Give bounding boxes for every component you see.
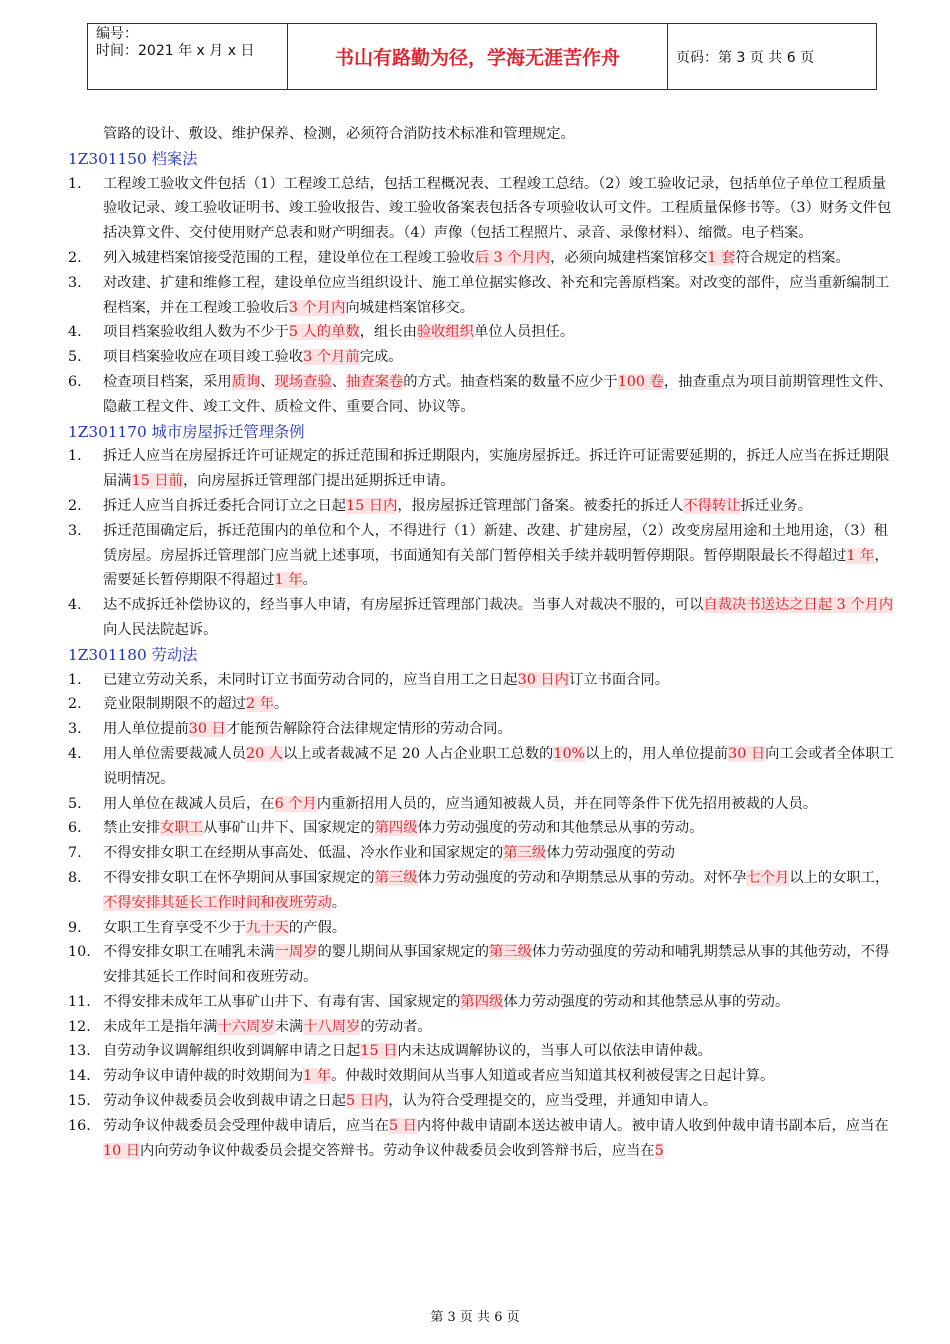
highlighted-text: 不得安排其延长工作时间和夜班劳动 [103, 894, 332, 911]
header-meta [88, 24, 288, 89]
body-text: 。仲裁时效期间从当事人知道或者应当知道其权利被侵害之日起计算。 [331, 1068, 775, 1085]
highlighted-text: 第三级 [374, 869, 418, 886]
highlighted-text: 3 个月前 [303, 349, 360, 366]
body-text: 体力劳动强度的劳动和其他禁忌从事的劳动。 [417, 820, 704, 837]
body-text: 。 [302, 572, 317, 589]
highlighted-text: 现场查验 [274, 373, 332, 390]
highlighted-text: 1 年 [846, 547, 875, 564]
list-item-number: 10. [68, 944, 91, 961]
list-item [68, 916, 898, 941]
highlighted-text: 不得转让 [683, 497, 741, 514]
list-item-number: 5. [68, 349, 82, 366]
highlighted-text: 30 日 [728, 745, 766, 762]
body-text: 已建立劳动关系，未同时订立书面劳动合同的，应当自用工之日起 [103, 671, 518, 688]
highlighted-text: 10% [553, 745, 586, 762]
list-item [68, 1039, 898, 1064]
highlighted-text: 七个月 [746, 869, 790, 886]
list-item-number: 12. [68, 1018, 91, 1035]
body-text: 未成年工是指年满 [103, 1018, 218, 1035]
body-text: 的产假。 [288, 919, 347, 936]
list-item-number: 2. [68, 249, 82, 266]
list-item [68, 172, 898, 246]
list-item-number: 8. [68, 869, 82, 886]
body-text: ，向房屋拆迁管理部门提出延期拆迁申请。 [182, 473, 455, 490]
body-text: 内向劳动争议仲裁委员会提交答辩书。劳动争议仲裁委员会收到答辩书后，应当在 [140, 1142, 655, 1159]
list-item-number: 13. [68, 1043, 91, 1060]
list-item-number: 15. [68, 1093, 91, 1110]
list-item-number: 1. [68, 448, 82, 465]
section-title: 1Z301180 劳动法 [68, 645, 198, 664]
body-text: 用人单位提前 [103, 721, 189, 738]
body-text: 列入城建档案馆接受范围的工程，建设单位在工程竣工验收 [103, 249, 475, 266]
list-item [68, 792, 898, 817]
highlighted-text: 15 日内 [346, 497, 398, 514]
body-text: 不得安排女职工在哺乳未满 [103, 944, 275, 961]
body-text: 拆迁人应当自拆迁委托合同订立之日起 [103, 497, 347, 514]
highlighted-text: 5 [654, 1142, 664, 1159]
list-item-number: 2. [68, 497, 82, 514]
body-text: 不得安排女职工在经期从事高处、低温、冷水作业和国家规定的 [103, 845, 504, 862]
list-item-number: 1. [68, 671, 82, 688]
list-item [68, 494, 898, 519]
highlighted-text: 30 日 [188, 721, 226, 738]
body-text: 体力劳动强度的劳动 [546, 845, 675, 862]
list-item-number: 3. [68, 522, 82, 539]
body-text: ，认为符合受理提交的，应当受理，并通知申请人。 [388, 1093, 718, 1110]
body-text: 工程竣工验收文件包括（1）工程竣工总结，包括工程概况表、工程竣工总结。（2）竣工验收记录，包括单位子单位工程质量验收记录、竣工验收证明书、竣工验收报告、竣工验收备案表包括各专项验收认可文件。工程质量保修书等。（3）财务文件包括决算文件、交付使用财产总表和财产明细表。（4）声像（包括工程照片、录音、录像材料）、缩微。电子档案。 [103, 175, 892, 242]
body-text: 劳动争议仲裁委员会收到裁申请之日起 [103, 1093, 347, 1110]
body-text: 。 [331, 894, 347, 911]
list-item [68, 271, 898, 321]
highlighted-text: 第三级 [489, 944, 532, 961]
highlighted-text: 30 日内 [517, 671, 569, 688]
body-text: 竞业限制期限不的超过 [103, 696, 246, 713]
highlighted-text: 15 日前 [131, 473, 183, 490]
body-text: 从事矿山井下、国家规定的 [203, 820, 375, 837]
highlighted-text: 一周岁 [274, 944, 318, 961]
highlighted-text: 1 年 [303, 1068, 332, 1085]
body-text: 拆迁人应当在房屋拆迁许可证规定的拆迁范围和拆迁期限内，实施房屋拆迁。拆迁许可证需要延期的，拆迁人应当在拆迁期限届满 [103, 448, 890, 490]
highlighted-text: 第三级 [503, 845, 547, 862]
body-text: 以上的女职工， [789, 869, 890, 886]
body-text: 的婴儿期间从事国家规定的 [317, 944, 490, 961]
body-text: ，需要延长暂停期限不得超过 [103, 547, 889, 589]
list-item [68, 841, 898, 866]
highlighted-text: 6 个月 [274, 795, 317, 812]
body-text: 向工会或者全体职工说明情况。 [103, 745, 894, 787]
highlighted-text: 1 套 [707, 249, 736, 266]
list-item-number: 6. [68, 373, 82, 390]
list-item [68, 990, 898, 1015]
list-item-number: 3. [68, 721, 82, 738]
list-item [68, 246, 898, 271]
intro-paragraph: 管路的设计、敷设、维护保养、检测，必须符合消防技术标准和管理规定。 [103, 126, 575, 142]
body-text: ，报房屋拆迁管理部门备案。被委托的拆迁人 [397, 497, 684, 514]
body-text: 检查项目档案，采用 [103, 373, 232, 390]
body-text: 以上或者裁减不足 20 人占企业职工总数的 [283, 745, 554, 762]
body-text: 才能预告解除符合法律规定情形的劳动合同。 [225, 721, 512, 738]
list-item-number: 2. [68, 696, 82, 713]
list-item [68, 668, 898, 693]
list-item-number: 4. [68, 324, 82, 341]
body-text: 用人单位在裁减人员后，在 [103, 795, 275, 812]
highlighted-text: 验收组织 [416, 324, 475, 341]
body-text: 以上的，用人单位提前 [585, 745, 729, 762]
date-label: 时间：2021 年 x 月 x 日 [96, 43, 255, 59]
list-item-number: 5. [68, 795, 82, 812]
highlighted-text: 女职工 [160, 820, 204, 837]
body-text: 对改建、扩建和维修工程，建设单位应当组织设计、施工单位据实修改、补充和完善原档案。对改变的部件，应当重新编制工程档案，并在工程竣工验收后 [103, 274, 890, 316]
body-text: 向城建档案馆移交。 [345, 299, 475, 316]
list-item-number: 4. [68, 597, 82, 614]
highlighted-text: 抽查案卷 [346, 373, 404, 390]
list-item-number: 9. [68, 919, 82, 936]
section-title: 1Z301170 城市房屋拆迁管理条例 [68, 422, 305, 441]
highlighted-text: 5 日 [388, 1117, 417, 1134]
list-item [68, 593, 898, 643]
body-text: 符合规定的档案。 [735, 249, 850, 266]
highlighted-text: 5 日内 [346, 1093, 389, 1110]
highlighted-text: 5 人的单数 [288, 324, 360, 341]
body-text: 内未达成调解协议的，当事人可以依法申请仲裁。 [397, 1043, 712, 1060]
body-text: 项目档案验收应在项目竣工验收 [103, 349, 304, 366]
list-item [68, 519, 898, 593]
list-item [68, 1114, 898, 1164]
header-page-label: 页码：第 3 页 共 6 页 [676, 49, 815, 66]
list-item [68, 370, 898, 420]
body-text: 体力劳动强度的劳动和孕期禁忌从事的劳动。对怀孕 [417, 869, 747, 886]
highlighted-text: 20 人 [245, 745, 284, 762]
body-text: 、 [260, 373, 275, 390]
list-item-number: 16. [68, 1117, 91, 1134]
body-text: 体力劳动强度的劳动和其他禁忌从事的劳动。 [503, 993, 790, 1010]
highlighted-text: 十六周岁 [217, 1018, 275, 1035]
highlighted-text: 十八周岁 [303, 1018, 361, 1035]
list-item [68, 345, 898, 370]
highlighted-text: 1 年 [274, 572, 303, 589]
body-text: 的劳动者。 [360, 1018, 432, 1035]
list-item [68, 320, 898, 345]
list-item-number: 1. [68, 175, 82, 192]
list-item [68, 816, 898, 841]
body-text: 达不成拆迁补偿协议的，经当事人申请，有房屋拆迁管理部门裁决。当事人对裁决不服的，可以 [103, 597, 704, 614]
list-item [68, 1089, 898, 1114]
highlighted-text: 100 卷 [617, 373, 664, 390]
highlighted-text: 第四级 [460, 993, 504, 1010]
body-text: 完成。 [359, 349, 403, 366]
body-text: ，抽查重点为项目前期管理性文件、隐蔽工程文件、竣工文件、质检文件、重要合同、协议等。 [103, 373, 893, 415]
body-text: 拆迁范围确定后，拆迁范围内的单位和个人，不得进行（1）新建、改建、扩建房屋，（2）改变房屋用途和土地用途，（3）租赁房屋。房屋拆迁管理部门应当就上述事项，书面通知有关部门暂停相关手续并载明暂停期限。暂停期限最长不得超过 [103, 522, 889, 564]
highlighted-text: 2 年 [245, 696, 274, 713]
list-item [68, 1015, 898, 1040]
document-body [68, 122, 898, 1163]
body-text: 向人民法院起诉。 [103, 621, 218, 638]
body-text: 不得安排女职工在怀孕期间从事国家规定的 [103, 869, 375, 886]
body-text: 劳动争议仲裁委员会受理仲裁申请后，应当在 [103, 1117, 389, 1134]
body-text: 禁止安排 [103, 820, 161, 837]
body-text: 的方式。抽查档案的数量不应少于 [403, 373, 618, 390]
body-text: 订立书面合同。 [568, 671, 670, 688]
body-text: 单位人员担任。 [474, 324, 575, 341]
highlighted-text: 10 日 [103, 1142, 141, 1159]
list-item [68, 692, 898, 717]
highlighted-text: 质询 [231, 373, 261, 390]
list-item [68, 940, 898, 990]
highlighted-text: 自裁决书送达之日起 3 个月内 [703, 597, 894, 614]
header-motto: 书山有路勤为径，学海无涯苦作舟 [288, 24, 668, 89]
body-text: 体力劳动强度的劳动和哺乳期禁忌从事的其他劳动，不得安排其延长工作时间和夜班劳动。 [103, 944, 890, 986]
list-item [68, 717, 898, 742]
body-text: 项目档案验收组人数为不少于 [103, 324, 289, 341]
body-text: 不得安排未成年工从事矿山井下、有毒有害、国家规定的 [103, 993, 461, 1010]
highlighted-text: 第四级 [374, 820, 418, 837]
list-item [68, 444, 898, 494]
body-text: 女职工生育享受不少于 [103, 919, 246, 936]
highlighted-text: 九十天 [245, 919, 289, 936]
page-header [87, 23, 877, 90]
list-item [68, 742, 898, 792]
body-text: 、 [331, 373, 347, 390]
code-label: 编号： [96, 26, 138, 42]
list-item-number: 7. [68, 845, 82, 862]
list-item-number: 4. [68, 745, 82, 762]
body-text: 自劳动争议调解组织收到调解申请之日起 [103, 1043, 361, 1060]
section-title: 1Z301150 档案法 [68, 149, 198, 168]
body-text: 劳动争议申请仲裁的时效期间为 [103, 1068, 304, 1085]
body-text: 内重新招用人员的，应当通知被裁人员，并在同等条件下优先招用被裁的人员。 [316, 795, 818, 812]
body-text: ，组长由 [359, 324, 417, 341]
list-item [68, 866, 898, 916]
body-text: 用人单位需要裁减人员 [103, 745, 246, 762]
body-text: 。 [273, 696, 289, 713]
body-text: 拆迁业务。 [740, 497, 812, 514]
list-item-number: 3. [68, 274, 82, 291]
list-item-number: 14. [68, 1068, 91, 1085]
highlighted-text: 15 日 [360, 1043, 398, 1060]
body-text: 内将仲裁申请副本送达被申请人。被申请人收到仲裁申请书副本后，应当在 [416, 1117, 889, 1134]
highlighted-text: 3 个月内 [288, 299, 346, 316]
highlighted-text: 后 3 个月内 [474, 249, 551, 266]
page-footer: 第 3 页 共 6 页 [430, 1310, 520, 1325]
list-item [68, 1064, 898, 1089]
body-text: ，必须向城建档案馆移交 [550, 249, 708, 266]
list-item-number: 11. [68, 993, 91, 1010]
list-item-number: 6. [68, 820, 82, 837]
body-text: 未满 [274, 1018, 304, 1035]
